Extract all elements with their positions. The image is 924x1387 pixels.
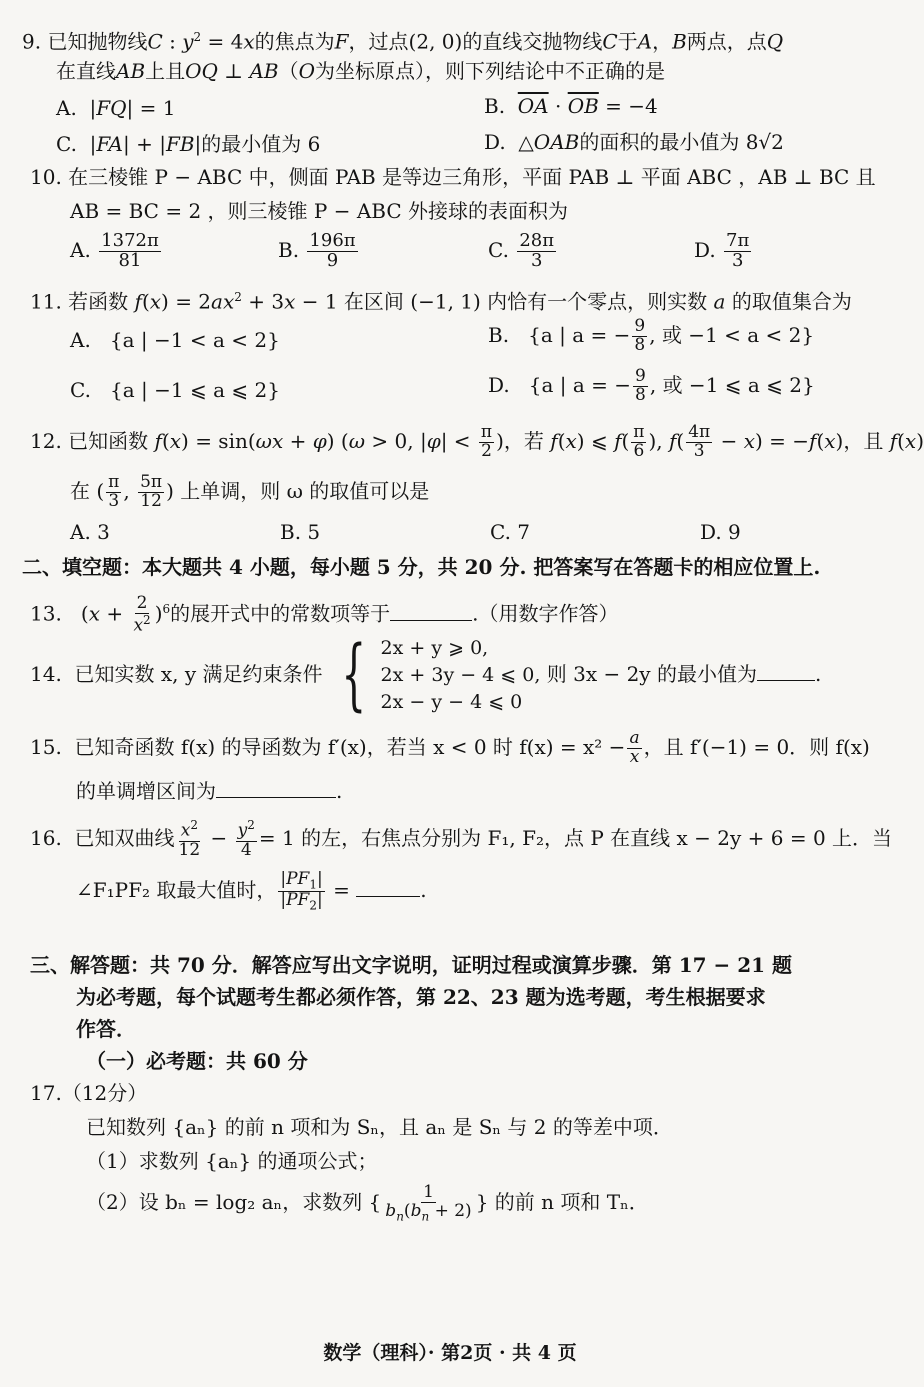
q14-answer-blank[interactable]: [757, 662, 815, 681]
q11-option-a: A. {a | −1 < a < 2}: [70, 328, 280, 352]
section-3-heading-line2: 为必考题，每个试题考生都必须作答，第 22、23 题为选考题，考生根据要求: [76, 985, 766, 1009]
q16-answer-blank[interactable]: [356, 878, 420, 897]
q12-option-c: C. 7: [490, 520, 531, 544]
q14-constraints: { 2x + y ⩾ 0, 2x + 3y − 4 ⩽ 0, 2x − y − 4 ⩽ 0: [341, 630, 541, 721]
q9-line2: 在直线AB上且OQ ⊥ AB（O为坐标原点），则下列结论中不正确的是: [56, 59, 666, 83]
q12-option-b: B. 5: [280, 520, 321, 544]
q9-line1: 9. 已知抛物线C : $y^2 = 4x$的焦点为F，过点(2, 0)的直线交抛物线C于A，B两点，点Q: [22, 29, 784, 54]
q17-part1: （1）求数列 {aₙ} 的通项公式；: [86, 1149, 378, 1173]
q10-line1: 10. 在三棱锥 P − ABC 中，侧面 PAB 是等边三角形，平面 PAB ⊥ 平面 ABC ，AB ⊥ BC 且: [30, 165, 876, 189]
q17-header: 17.（12分）: [30, 1081, 148, 1105]
subsection-required: （一）必考题：共 60 分: [86, 1049, 308, 1073]
q16-line1: 16. 已知双曲线 $\frac{x^2}{12}$ − $\frac{y^2}{4}$ = 1 的左，右焦点分别为 F₁, F₂，点 P 在直线 x − 2y + 6 = 0 上．当: [30, 818, 893, 860]
section-3-heading-line3: 作答．: [76, 1017, 136, 1041]
q9-option-a: A. |FQ| = 1: [56, 96, 176, 120]
q9-number: 9.: [22, 29, 42, 54]
q12-line1: 12. 已知函数 f(x) = sin(ωx + φ) (ω > 0, |φ| < $\frac{\pi}{2}$ )，若 f(x) ⩽ f( $\frac{\pi}{6}$ ), f( $\frac{4\pi}{3}$ − x) = −f(x)，且 f(x): [30, 422, 924, 461]
q15-line1: 15. 已知奇函数 f(x) 的导函数为 f′(x)，若当 x < 0 时 f(x) = x² − $\frac{a}{x}$ ，且 f′(−1) = 0．则 f(x): [30, 728, 870, 767]
q13-answer-blank[interactable]: [390, 602, 472, 621]
q11-line1: 11. 若函数 $f(x) = 2ax^2 + 3x - 1$ 在区间 (−1, 1) 内恰有一个零点，则实数 a 的取值集合为: [30, 289, 852, 314]
section-3-heading-line1: 三、解答题：共 70 分．解答应写出文字说明，证明过程或演算步骤．第 17 − 21 题: [30, 953, 793, 977]
q11-option-b: B. {a | a = − $\frac{9}{8}$ , 或 −1 < a < 2}: [488, 316, 815, 355]
q13-line: 13. (x + $\frac{2}{x^2}$ )$^6$的展开式中的常数项等于 .（用数字作答）: [30, 592, 619, 636]
q17-part2: （2）设 bₙ = log₂ aₙ，求数列 { $\frac{1}{b_n(b_n + 2)}$ } 的前 n 项和 Tₙ．: [86, 1182, 649, 1224]
q9-option-c: C. |FA| + |FB|的最小值为 6: [56, 132, 321, 156]
q10-line2: AB = BC = 2 ，则三棱锥 P − ABC 外接球的表面积为: [70, 199, 568, 223]
q14-line: 14. 已知实数 x, y 满足约束条件 { 2x + y ⩾ 0, 2x + 3y − 4 ⩽ 0, 2x − y − 4 ⩽ 0 则 3x − 2y 的最小值为 .: [30, 630, 822, 721]
q11-option-c: C. {a | −1 ⩽ a ⩽ 2}: [70, 378, 280, 402]
q12-option-a: A. 3: [70, 520, 110, 544]
section-2-heading: 二、填空题：本大题共 4 小题，每小题 5 分，共 20 分. 把答案写在答题卡的相应位置上.: [22, 555, 821, 579]
page-footer: 数学（理科）· 第2页 · 共 4 页: [323, 1342, 577, 1364]
q15-answer-blank[interactable]: [216, 779, 336, 798]
q11-option-d: D. {a | a = − $\frac{9}{8}$ , 或 −1 ⩽ a ⩽ 2}: [488, 366, 815, 405]
q10-option-b: B. $\frac{196\pi}{9}$: [278, 230, 356, 271]
q9-option-b: B. $\overline{OA} \cdot \overline{OB} = -4$: [484, 94, 658, 118]
q17-stem: 已知数列 {aₙ} 的前 n 项和为 Sₙ，且 aₙ 是 Sₙ 与 2 的等差中项．: [86, 1115, 673, 1139]
q12-option-d: D. 9: [700, 520, 741, 544]
q15-line2: 的单调增区间为 .: [76, 779, 343, 803]
q10-option-d: D. $\frac{7\pi}{3}$: [694, 230, 750, 271]
q10-option-a: A. $\frac{1372\pi}{81}$: [70, 230, 159, 271]
q12-line2: 在 ( $\frac{\pi}{3}$ , $\frac{5\pi}{12}$ ) 上单调，则 ω 的取值可以是: [70, 472, 430, 511]
q10-option-c: C. $\frac{28\pi}{3}$: [488, 230, 555, 271]
q16-line2: ∠F₁PF₂ 取最大值时， $\frac{|PF_1|}{|PF_2|}$ = .: [76, 869, 427, 913]
q9-option-d: D. △OAB的面积的最小值为 8√2: [484, 130, 784, 154]
